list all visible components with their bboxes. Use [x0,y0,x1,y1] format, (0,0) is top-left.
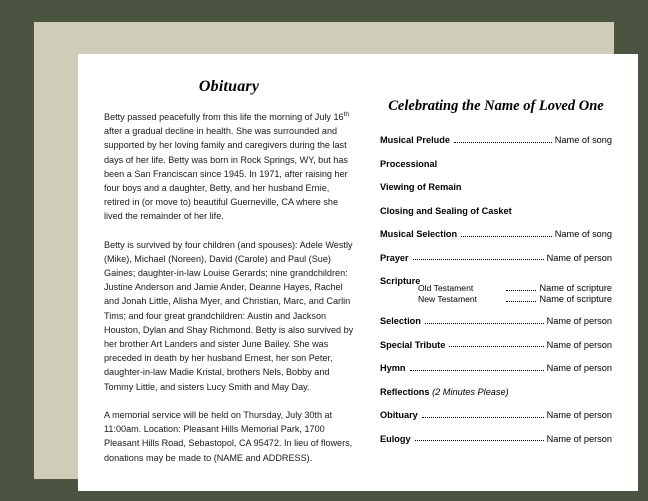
program-item-label: Closing and Sealing of Casket [380,205,512,216]
leader-dots [425,322,544,324]
program-item-label: Selection [380,316,421,326]
leader-dots [415,439,544,441]
program-item-prayer [380,253,612,263]
program-heading: Celebrating the Name of Loved One [388,98,604,114]
program-item-label: Hymn [380,363,406,373]
obituary-paragraph-2: Betty is survived by four children (and spouses): Adele Westly (Mike), Michael (Noreen), David (Carole) and Paul (Sue) Gaines; daughter-in-law Louise Gerards; nine grandchildren: Justine Anderson and Jamie Ander, Deanne Hayes, Rachel and Jonah Little, Alisha Myer, and Christian, Marc, and Carlin Tims; and four great grandchildren: Austin and Jackson Houston, Dylan and Shay Richmond. Betty is also survived by her brother Art Landers and sister June Bailey. She was preceded in death by her husband Ernest, her son Peter, daughter-in-law Madie Kristal, brothers Nels, Bobby and Tommy Little, and sisters Lucy Smith and May Day. [104,239,354,392]
leader-dots [449,345,543,347]
scripture-sub-label: New Testament [418,294,478,304]
program-item-label: Eulogy [380,433,411,444]
program-item-label: Special Tribute [380,339,446,350]
reflections-label-text: Reflections [380,386,430,397]
leader-dots [461,235,552,237]
program-item-selection [380,316,612,326]
program-item-label [380,387,509,397]
program-item-hymn [380,363,612,373]
program-item-label: Prayer [380,252,409,263]
program-item-closing-and-sealing-of-casket [380,206,612,216]
program-item-value: Name of song [554,135,612,145]
scripture-sub-value: Name of scripture [539,294,612,304]
program-item-value: Name of person [546,316,612,326]
program-item-value: Name of person [546,433,612,444]
leader-dots [506,300,536,302]
program-column [362,72,612,481]
obituary-paragraph-3: A memorial service will be held on Thursday, July 30th at 11:00am. Location: Pleasant Hills Memorial Park, 1700 Pleasant Hills Road, Sebastopol, CA 95472. In lieu of flowers, donations may be made to (NAME and ADDRESS). [104,409,353,463]
leader-dots [410,369,544,371]
funeral-program-page [78,54,638,491]
obituary-column [104,72,362,481]
obituary-paragraph-1: Betty passed peacefully from this life the morning of July 16th after a gradual decline in health. She was surrounded and supported by her loving family and caregivers during the last days of her life. Betty was born in Rock Springs, WY, but has been a San Franciscan since 1945. In 1971, after raising her four boys and a daughter, Betty, and her husband Ernie, retired in (or move to) beautiful Guerneville, CA where she lived the remainder of her life. [104,111,350,222]
program-item-reflections [380,387,612,397]
scripture-sub-value: Name of scripture [539,283,612,293]
program-item-label: Scripture [380,276,421,286]
program-item-special-tribute [380,340,612,350]
program-item-label: Musical Selection [380,229,458,239]
program-item-value: Name of song [554,229,612,239]
program-item-label: Processional [380,158,438,169]
program-item-processional [380,159,612,169]
scripture-old-testament [418,283,612,293]
document-mat-border [34,22,614,479]
program-item-value: Name of person [546,252,612,263]
program-item-eulogy [380,434,612,444]
program-item-musical-selection [380,229,612,239]
scripture-new-testament [418,294,612,304]
program-item-viewing-of-remain [380,182,612,192]
program-item-label: Musical Prelude [380,135,450,145]
program-item-musical-prelude [380,135,612,145]
program-item-value: Name of person [546,363,612,373]
leader-dots [422,416,544,418]
reflections-note: (2 Minutes Please) [429,386,509,397]
leader-dots [454,141,552,143]
program-item-label: Viewing of Remain [380,182,462,192]
scripture-sub-items [380,283,612,304]
program-item-value: Name of person [546,410,612,420]
program-item-obituary [380,410,612,420]
program-item-label: Obituary [380,410,418,420]
obituary-heading: Obituary [198,78,260,95]
scripture-sub-label: Old Testament [418,283,474,293]
program-item-value: Name of person [546,339,612,350]
leader-dots [413,258,544,260]
leader-dots [506,289,536,291]
